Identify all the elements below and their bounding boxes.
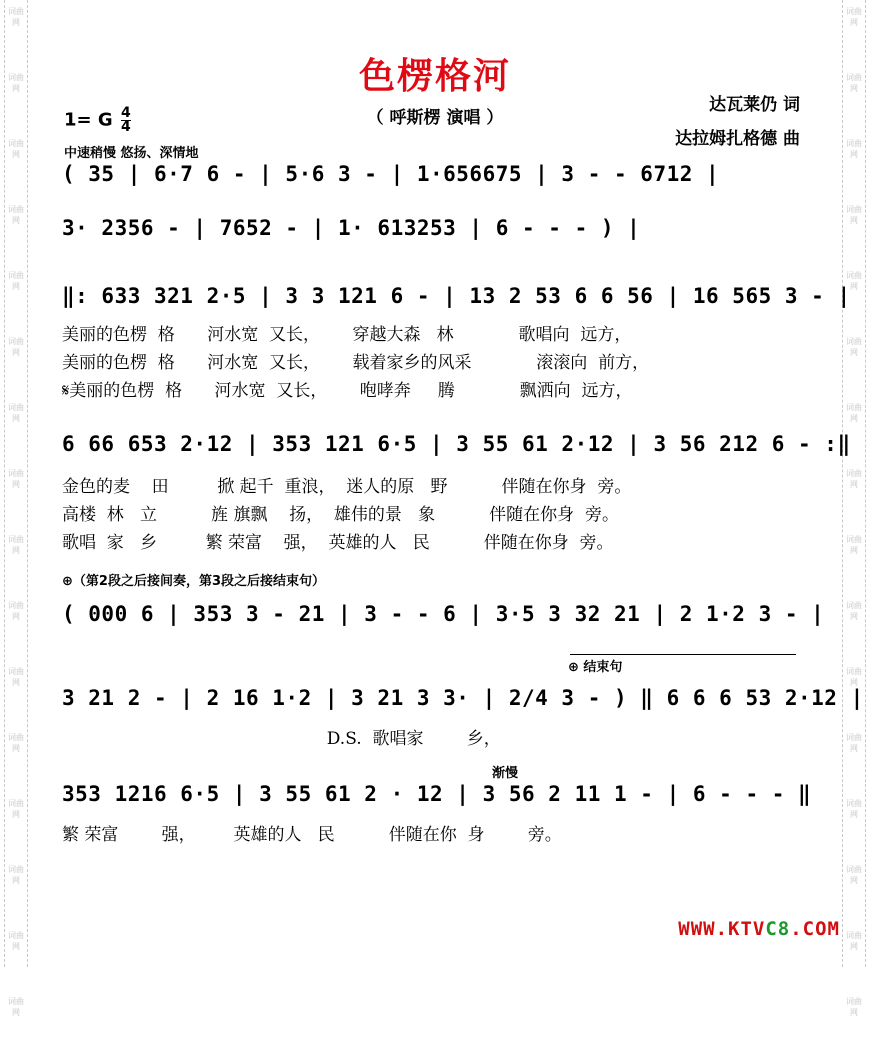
side-text: 词曲网 [846,271,862,291]
time-bottom: 4 [120,119,131,135]
site-watermark [678,918,840,940]
side-text: 词曲网 [846,7,862,27]
lyric-line: 金色的麦 田 掀 起千 重浪， 迷人的原 野 伴随在你身 旁。 [62,477,632,497]
staff-line-5: ( 000 6 | 353 3 - 21 | 3 - - 6 | 3·5 3 32 21 | 2 1·2 3 - | [62,602,825,626]
side-text: 词曲网 [8,733,24,753]
side-text: 词曲网 [846,535,862,555]
side-text: 词曲网 [846,865,862,885]
side-text: 词曲网 [8,535,24,555]
side-text: 词曲网 [8,271,24,291]
side-text: 词曲网 [846,601,862,621]
staff-line-4: 6 66 653 2·12 | 353 121 6·5 | 3 55 61 2·12 | 3 56 212 6 - :‖ [62,432,851,456]
lyric-line: 美丽的色楞 格 河水宽 又长， 载着家乡的风采 滚滚向 前方， [62,353,650,373]
lyric-line: 𝄋美丽的色楞 格 河水宽 又长， 咆哮奔 腾 飘洒向 远方， [62,381,633,401]
side-text: 词曲网 [8,931,24,951]
key-signature [64,107,131,134]
time-signature [121,107,131,134]
side-text: 词曲网 [8,403,24,423]
side-text: 词曲网 [846,997,862,1017]
side-text: 词曲网 [8,997,24,1017]
side-text: 词曲网 [846,403,862,423]
side-text: 词曲网 [846,469,862,489]
side-watermark-left [4,0,28,1017]
side-text: 词曲网 [8,865,24,885]
performer-line: （ 呼斯楞 演唱 ） [366,108,504,128]
staff-line-1: ( 35 | 6·7 6 - | 5·6 3 - | 1·656675 | 3 - - 6712 | [62,162,720,186]
side-text: 词曲网 [846,931,862,951]
side-watermark-right [842,0,866,1017]
side-text: 词曲网 [846,733,862,753]
side-text: 词曲网 [846,337,862,357]
side-text: 词曲网 [846,139,862,159]
lyric-line: D.S. 歌唱家 乡， [62,729,501,749]
side-text: 词曲网 [8,205,24,225]
side-text: 词曲网 [8,469,24,489]
side-text: 词曲网 [8,7,24,27]
lyricist: 达瓦莱仍 词 [709,95,800,115]
side-text: 词曲网 [8,337,24,357]
staff-line-2: 3· 2356 - | 7652 - | 1· 613253 | 6 - - - ) | [62,216,641,240]
lyric-line: 繁 荣富 强， 英雄的人 民 伴随在你 身 旁。 [62,825,562,845]
side-text: 词曲网 [846,799,862,819]
side-text: 词曲网 [8,73,24,93]
lyric-line: 美丽的色楞 格 河水宽 又长， 穿越大森 林 歌唱向 远方， [62,325,632,345]
side-text: 词曲网 [8,667,24,687]
coda-label: ⊕ 结束句 [568,660,623,675]
side-text: 词曲网 [846,73,862,93]
song-title: 色楞格河 [358,56,511,97]
staff-line-6: 3 21 2 - | 2 16 1·2 | 3 21 3 3· | 2/4 3 - ) ‖ 6 6 6 53 2·12 | [62,686,864,710]
key-text: 1= G [64,109,113,131]
credits [675,88,800,156]
composer: 达拉姆扎格德 曲 [675,129,800,149]
watermark-part: WWW.KTV [678,918,766,940]
watermark-part: C8 [765,918,791,940]
side-text: 词曲网 [8,139,24,159]
side-text: 词曲网 [8,601,24,621]
lyric-line: 高楼 林 立 旌 旗飘 扬， 雄伟的景 象 伴随在你身 旁。 [62,505,619,525]
side-text: 词曲网 [846,205,862,225]
tempo-marking: 中速稍慢 悠扬、深情地 [64,146,199,161]
staff-line-7: 353 1216 6·5 | 3 55 61 2 · 12 | 3 56 2 11 1 - | 6 - - - ‖ [62,782,812,806]
side-text: 词曲网 [846,667,862,687]
time-top: 4 [120,105,131,121]
repeat-note: ⊕（第2段之后接间奏，第3段之后接结束句） [62,574,325,589]
staff-line-3: ‖: 633 321 2·5 | 3 3 121 6 - | 13 2 53 6 6 56 | 16 565 3 - | [62,284,851,308]
watermark-part: .COM [790,918,840,940]
coda-bracket [570,654,796,655]
side-text: 词曲网 [8,799,24,819]
lyric-line: 歌唱 家 乡 繁 荣富 强， 英雄的人 民 伴随在你身 旁。 [62,533,614,553]
ritardando-marking: 渐慢 [492,766,519,781]
